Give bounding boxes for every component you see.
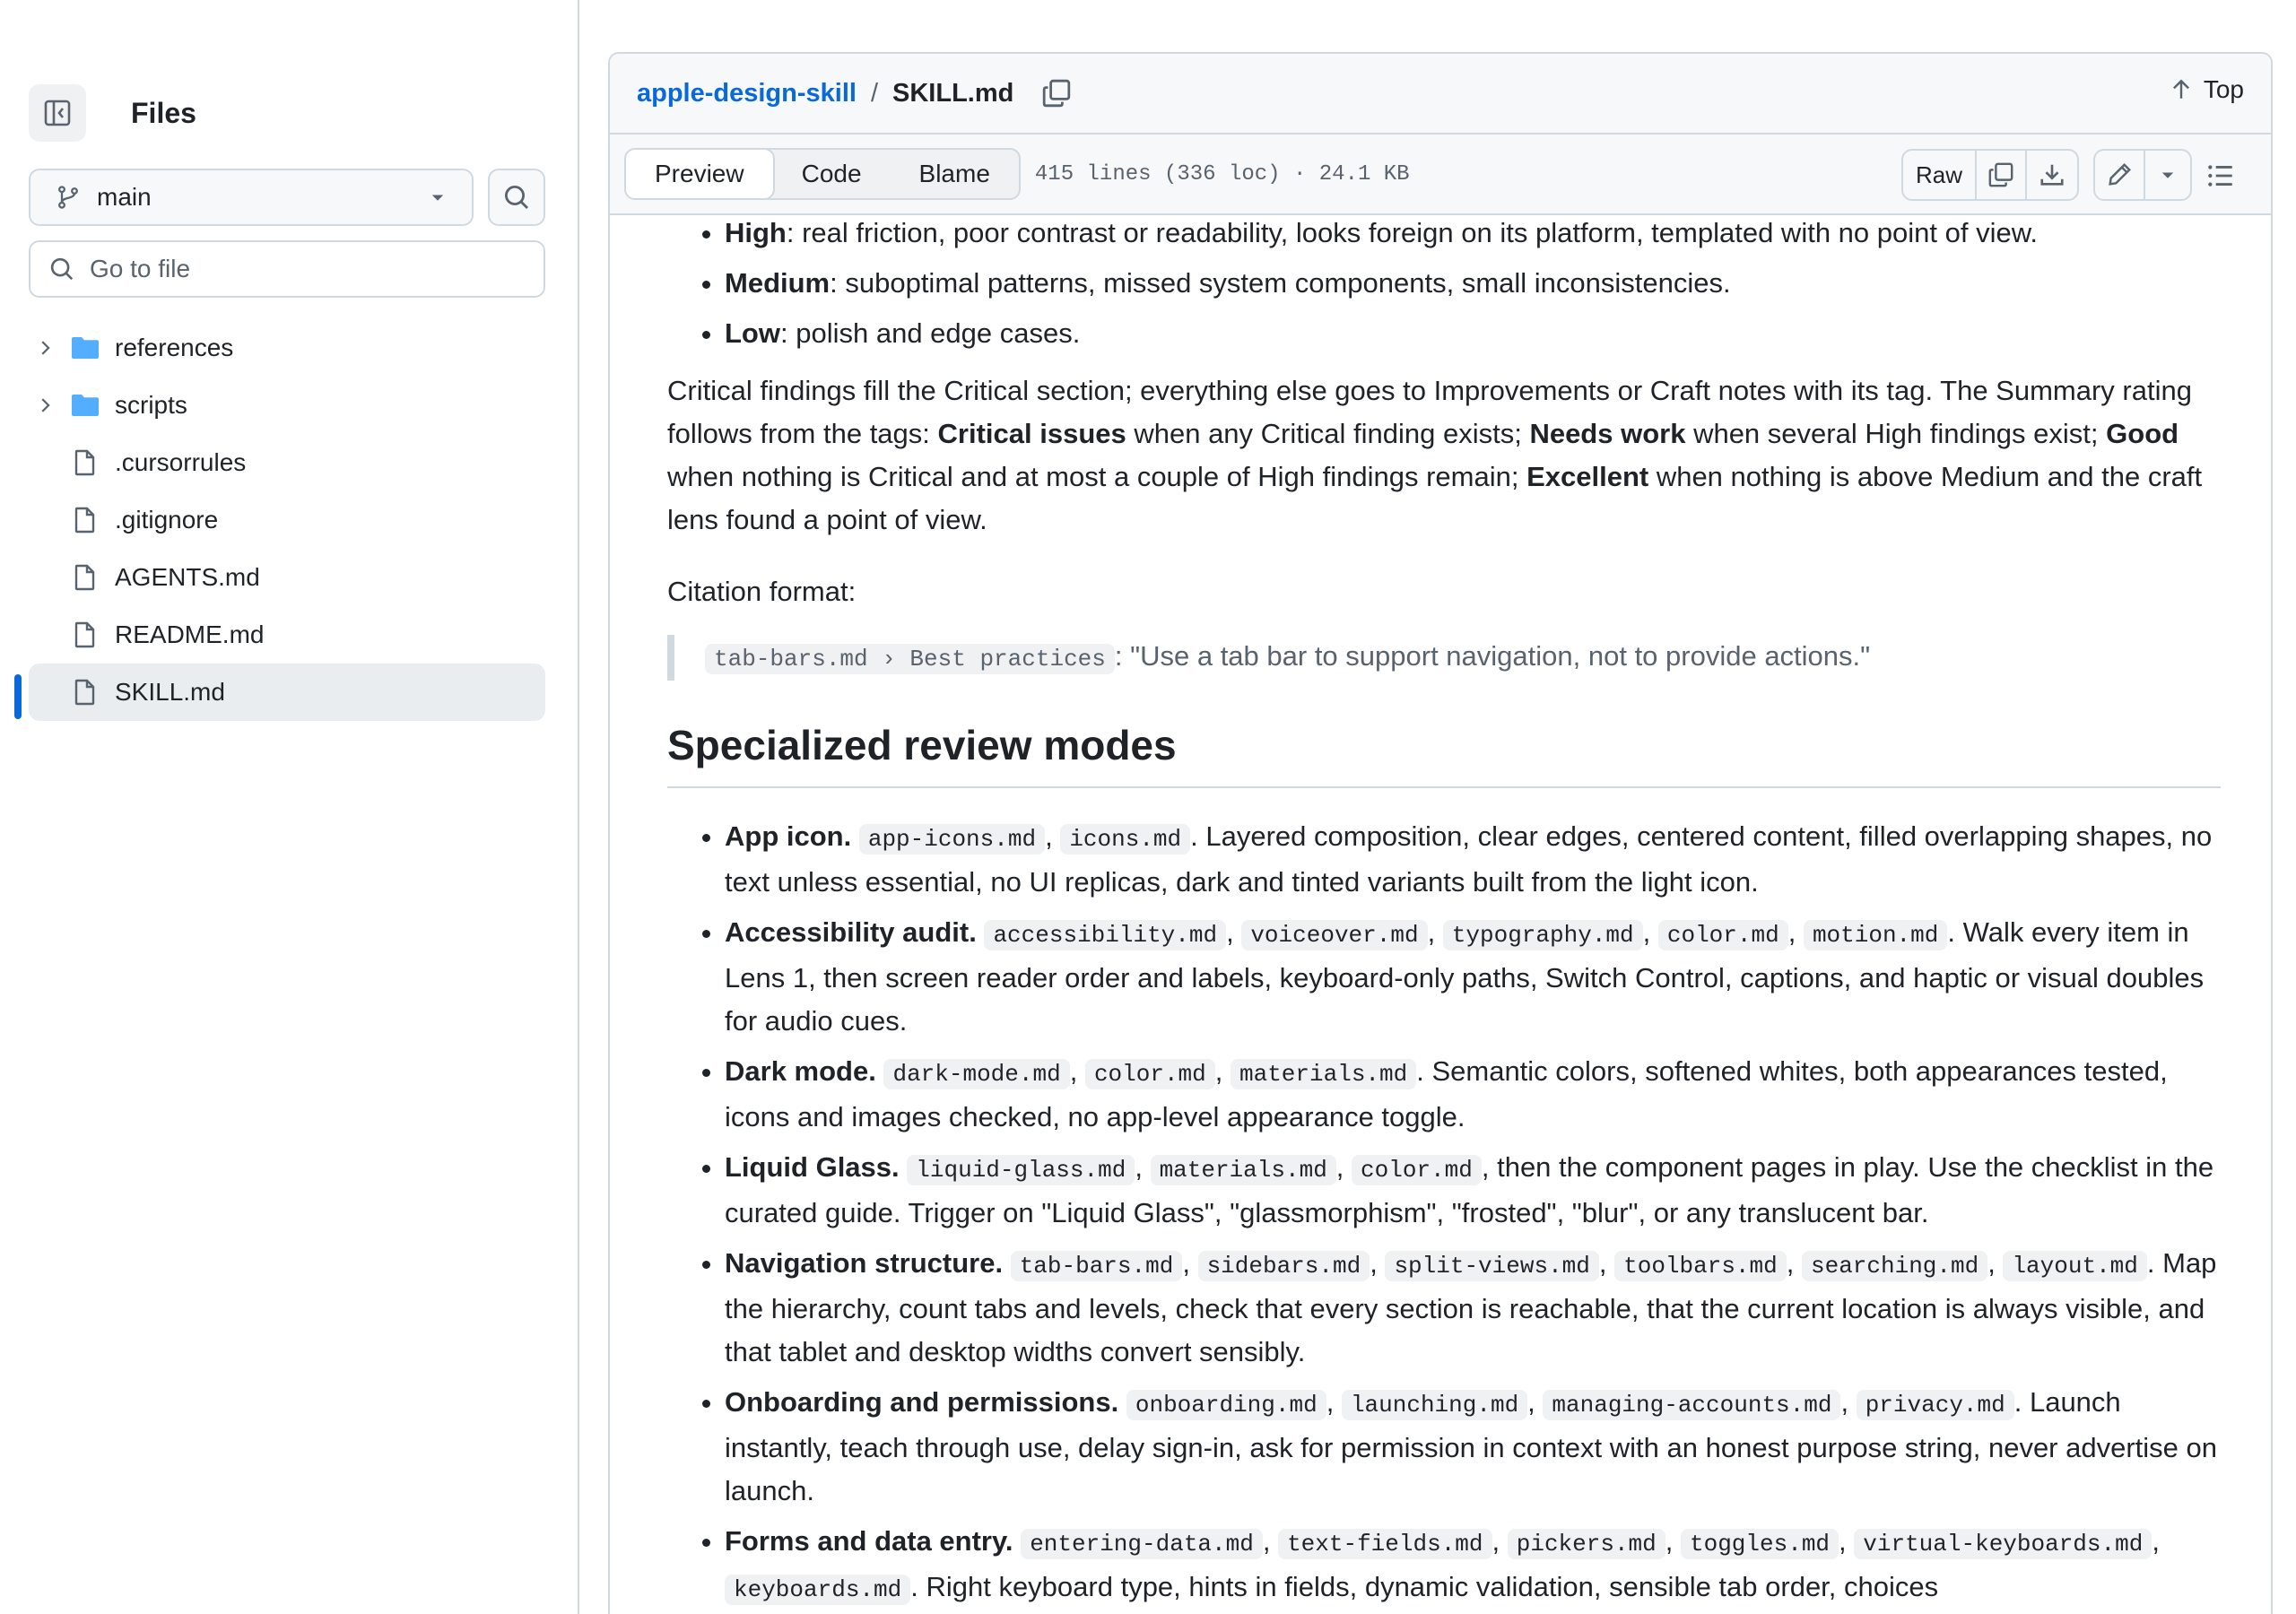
search-icon [48,256,75,282]
caret-down-icon [429,188,447,206]
edit-options-dropdown[interactable] [2145,151,2190,199]
download-icon [2039,161,2066,188]
copy-icon [1041,78,1072,108]
severity-list [667,215,2221,355]
list-item: • Forms and data entry. entering-data.md , text-fields.md , pickers.md , toggles.md , virtual-keyboards.md , keyboards.md . Right keyboard type, hints in fields, dynamic validation, sensible tab order, choices [725,1520,2221,1611]
search-files-button[interactable] [488,169,545,226]
sidebar-collapse-icon [43,99,72,127]
caret-down-icon [2159,166,2177,184]
copy-raw-button[interactable] [1977,151,2027,199]
file-icon [70,563,100,592]
go-to-file-field[interactable] [29,240,545,298]
list-item [725,312,2221,355]
download-button[interactable] [2027,151,2077,199]
review-modes-list [667,815,2221,1611]
severity-text: : polish and edge cases. [780,317,1081,349]
tree-item-references[interactable] [29,319,545,377]
tree-item-gitignore[interactable] [29,491,545,549]
list-item: • Liquid Glass. liquid-glass.md , materials.md , color.md , then the component pages in play. Use the checklist in the curated guide. Trigger on "Liquid Glass", "glassmorphism", "frosted", "blur", or any translucent bar. [725,1146,2221,1235]
tree-item-label: README.md [115,620,265,648]
tree-item-skill-md[interactable] [29,664,545,721]
file-icon [70,678,100,707]
markdown-body [610,215,2271,1614]
go-to-file-input[interactable] [90,255,520,283]
list-unordered-icon [2205,161,2236,191]
file-viewer [608,52,2273,1614]
git-branch-icon [56,185,81,210]
list-item: • Onboarding and permissions. onboarding.md , launching.md , managing-accounts.md , privacy.md . Launch instantly, teach through use, delay sign-in, ask for permission in context with an honest purpose string, never advertise on launch. [725,1381,2221,1513]
files-title: Files [131,96,196,129]
list-item: • Accessibility audit. accessibility.md , voiceover.md , typography.md , color.md , motion.md . Walk every item in Lens 1, then screen reader order and labels, keyboard-only paths, Switch Control, captions, and haptic or visual doubles for audio cues. [725,911,2221,1043]
tree-item-label: scripts [115,391,187,419]
view-mode-tabs [624,148,1021,200]
file-tree [29,319,545,721]
search-icon [502,183,531,212]
arrow-up-icon [2170,78,2193,101]
files-header [29,84,196,142]
breadcrumb-separator: / [870,78,879,108]
tab-code[interactable]: Code [801,160,862,187]
edit-file-button[interactable] [2095,151,2145,199]
copy-path-button[interactable] [1039,75,1074,111]
back-to-top-button[interactable] [2170,75,2244,104]
tree-item-scripts[interactable] [29,377,545,434]
citation-label: Citation format: [667,576,857,607]
branch-name: main [97,183,152,211]
raw-actions-group [1901,149,2079,201]
file-icon [70,448,100,477]
file-meta: 415 lines (336 loc) · 24.1 KB [1034,161,1410,187]
copy-icon [1987,161,2014,188]
file-icon [70,506,100,534]
tab-blame[interactable]: Blame [918,160,990,187]
breadcrumb-repo-link[interactable]: apple-design-skill [637,78,857,108]
active-item-marker [14,674,22,719]
tree-item-label: AGENTS.md [115,563,260,591]
raw-button[interactable]: Raw [1903,151,1977,199]
tree-item-label: .gitignore [115,506,219,534]
chevron-right-icon[interactable] [32,335,57,360]
tree-item-agents-md[interactable] [29,549,545,606]
tree-item-label: SKILL.md [115,678,225,706]
section-heading: Specialized review modes [667,716,2221,788]
collapse-sidebar-button[interactable] [29,84,86,142]
severity-text: : suboptimal patterns, missed system components, small inconsistencies. [830,267,1731,299]
list-item: • Dark mode. dark-mode.md , color.md , materials.md . Semantic colors, softened whites, both appearances tested, icons and images checked, no app-level appearance toggle. [725,1050,2221,1139]
branch-selector[interactable] [29,169,474,226]
tree-item-label: references [115,334,234,361]
file-icon [70,620,100,649]
outline-button[interactable] [2197,152,2244,199]
file-tree-sidebar [0,0,579,1614]
list-item: • App icon. app-icons.md , icons.md . Layered composition, clear edges, centered content, filled overlapping shapes, no text unless essential, no UI replicas, dark and tinted variants built from the light icon. [725,815,2221,904]
folder-icon [70,391,100,420]
tab-preview[interactable]: Preview [624,148,775,200]
list-item: • Navigation structure. tab-bars.md , sidebars.md , split-views.md , toolbars.md , searching.md , layout.md . Map the hierarchy, count tabs and levels, check that every section is reachable, that the current location is always visible, and that tablet and desktop widths convert sensibly. [725,1242,2221,1374]
breadcrumb-file: SKILL.md [892,78,1014,108]
pencil-icon [2106,161,2133,188]
file-toolbar [610,134,2271,215]
severity-term: Medium [725,267,831,299]
tree-item-label: .cursorrules [115,448,247,476]
file-header [610,54,2271,134]
severity-text: : real friction, poor contrast or readability, looks foreign on its platform, templated with no point of view. [786,217,2038,248]
tree-item-cursorrules[interactable] [29,434,545,491]
chevron-right-icon[interactable] [32,393,57,418]
citation-blockquote: tab-bars.md › Best practices : "Use a tab bar to support navigation, not to provide actions." [667,635,2221,681]
summary-rating-paragraph: Critical findings fill the Critical section; everything else goes to Improvements or Craft notes with its tag. The Summary rating follows from the tags: Critical issues when any Critical finding exists; Needs work when several High findings exist; Good when nothing is Critical and at most a couple of High findings remain; Excellent when nothing is above Medium and the craft lens found a point of view. [667,375,2203,535]
list-item [725,262,2221,305]
top-label: Top [2203,75,2244,103]
list-item [725,215,2221,255]
tree-item-readme-md[interactable] [29,606,545,664]
severity-term: Low [725,317,780,349]
folder-icon [70,334,100,362]
inline-code: tab-bars.md › Best practices [705,644,1115,674]
severity-term: High [725,217,787,248]
edit-actions-group [2093,149,2192,201]
